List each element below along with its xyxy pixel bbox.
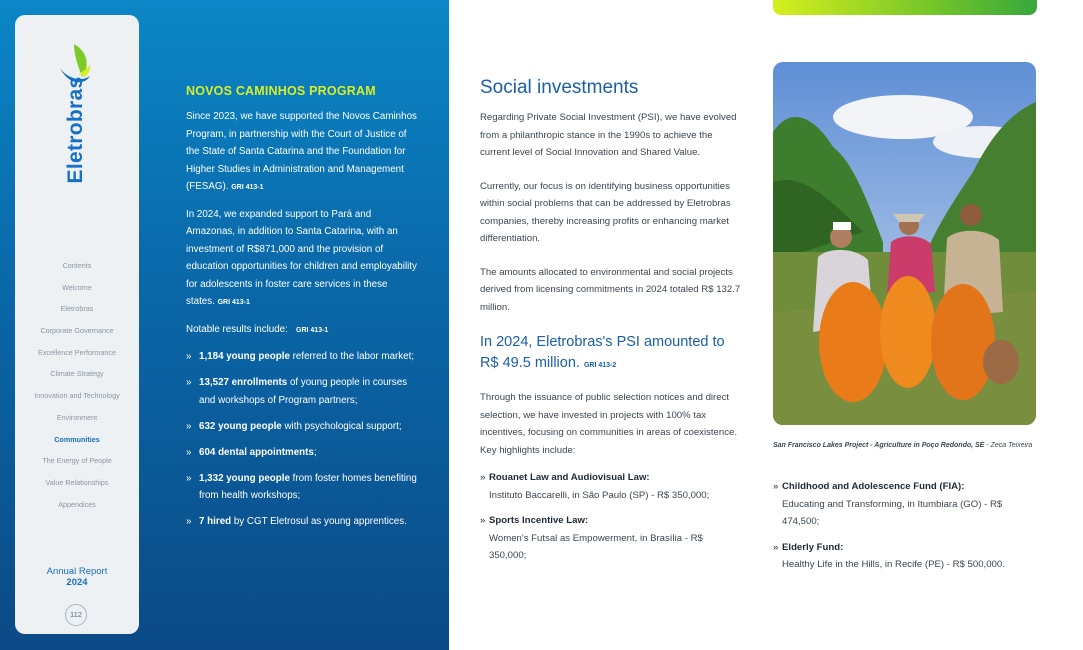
nav-item-innovation-technology[interactable]: Innovation and Technology <box>34 391 120 401</box>
list-item: » Elderly Fund: Healthy Life in the Hills, in Recife (PE) - R$ 500,000. <box>773 541 1005 570</box>
nav-item-welcome[interactable]: Welcome <box>62 282 92 292</box>
highlights-right-column <box>773 478 1035 582</box>
list-item: » 1,332 young people from foster homes benefiting from health workshops; <box>186 472 417 501</box>
psi-headline: In 2024, Eletrobras's PSI amounted to R$ 49.5 million. GRI 413-2 <box>480 334 725 371</box>
sidebar <box>15 15 139 634</box>
nav-item-communities[interactable]: Communities <box>54 434 100 444</box>
annual-report-title: Annual Report <box>46 566 108 577</box>
highlights-list-left <box>480 469 742 565</box>
nav-item-energy-of-people[interactable]: The Energy of People <box>42 456 112 466</box>
highlights-list-right <box>773 478 1035 574</box>
accent-bar <box>773 0 1037 15</box>
social-paragraph-4: Through the issuance of public selection notices and direct selection, we have invested in projects with 100% tax incentives, focusing on communities in areas of coexistence. Key highlights include: <box>480 392 738 456</box>
social-investments-section <box>480 77 742 573</box>
sidebar-nav <box>15 255 139 515</box>
list-item: » Sports Incentive Law: Women's Futsal as Empowerment, in Brasília - R$ 350,000; <box>480 515 703 561</box>
social-investments-title: Social investments <box>480 77 639 98</box>
list-item: » 13,527 enrollments of young people in courses and workshops of Program partners; <box>186 377 408 406</box>
social-paragraph-3: The amounts allocated to environmental and social projects derived from licensing commitments in 2024 totaled R$ 132.7 million. <box>480 266 741 313</box>
project-photo <box>773 62 1036 425</box>
novos-paragraph-2: In 2024, we expanded support to Pará and Amazonas, in addition to Santa Catarina, with an investment of R$871,000 and the provision of education opportunities for children and employability for adolescents in foster care services in these states. GRI 413-1 <box>186 208 417 307</box>
nav-item-corporate-governance[interactable]: Corporate Governance <box>40 326 114 336</box>
nav-item-eletrobras[interactable]: Eletrobras <box>60 304 94 314</box>
gri-tag: GRI 413-1 <box>231 184 264 191</box>
eletrobras-wordmark: Eletrobras <box>64 76 87 184</box>
gri-tag: GRI 413-1 <box>217 299 250 306</box>
results-list <box>186 348 418 531</box>
list-item: » 7 hired by CGT Eletrosul as young apprentices. <box>186 516 407 527</box>
nav-item-value-relationships[interactable]: Value Relationships <box>45 477 109 487</box>
novos-paragraph-1: Since 2023, we have supported the Novos Caminhos Program, in partnership with the Court of Justice of the State of Santa Catarina and the Foundation for Higher Studies in Administration and Management (FESAG). GRI 413-1 <box>186 111 417 192</box>
nav-item-contents[interactable]: Contents <box>62 261 92 270</box>
list-item: » 632 young people with psychological support; <box>186 420 402 432</box>
social-paragraph-2: Currently, our focus is on identifying business opportunities within social problems that can be addressed by Eletrobras companies, thereby increasing profits or enhancing market differentiation. <box>480 180 731 244</box>
list-item: » Childhood and Adolescence Fund (FIA): Educating and Transforming, in Itumbiara (GO) - R$ 474,500; <box>773 481 1003 527</box>
list-item: » 604 dental appointments; <box>186 446 317 458</box>
nav-item-environment[interactable]: Environment <box>56 412 98 422</box>
annual-report-label <box>15 566 139 588</box>
novos-paragraph-3: Notable results include: GRI 413-1 <box>186 323 329 335</box>
nav-item-excellence-performance[interactable]: Excellence Performance <box>38 347 116 357</box>
photo-caption: San Francisco Lakes Project - Agriculture in Poço Redondo, SE - Zeca Teixeira <box>773 442 1033 449</box>
novos-caminhos-section <box>186 84 418 539</box>
nav-item-climate-strategy[interactable]: Climate Strategy <box>50 369 104 379</box>
annual-report-year: 2024 <box>66 577 88 588</box>
nav-item-appendices[interactable]: Appendices <box>58 499 96 509</box>
gri-tag: GRI 413-2 <box>583 362 617 369</box>
social-paragraph-1: Regarding Private Social Investment (PSI), we have evolved from a philanthropic stance in the 1990s to achieve the current level of Social Innovation and Shared Value. <box>480 112 737 158</box>
list-item: » 1,184 young people referred to the labor market; <box>186 351 415 362</box>
page-number: 112 <box>65 604 87 626</box>
list-item: » Rouanet Law and Audiovisual Law: Instituto Baccarelli, in São Paulo (SP) - R$ 350,000; <box>480 472 710 501</box>
gri-tag: GRI 413-1 <box>296 326 329 334</box>
novos-caminhos-title: NOVOS CAMINHOS PROGRAM <box>186 84 376 98</box>
